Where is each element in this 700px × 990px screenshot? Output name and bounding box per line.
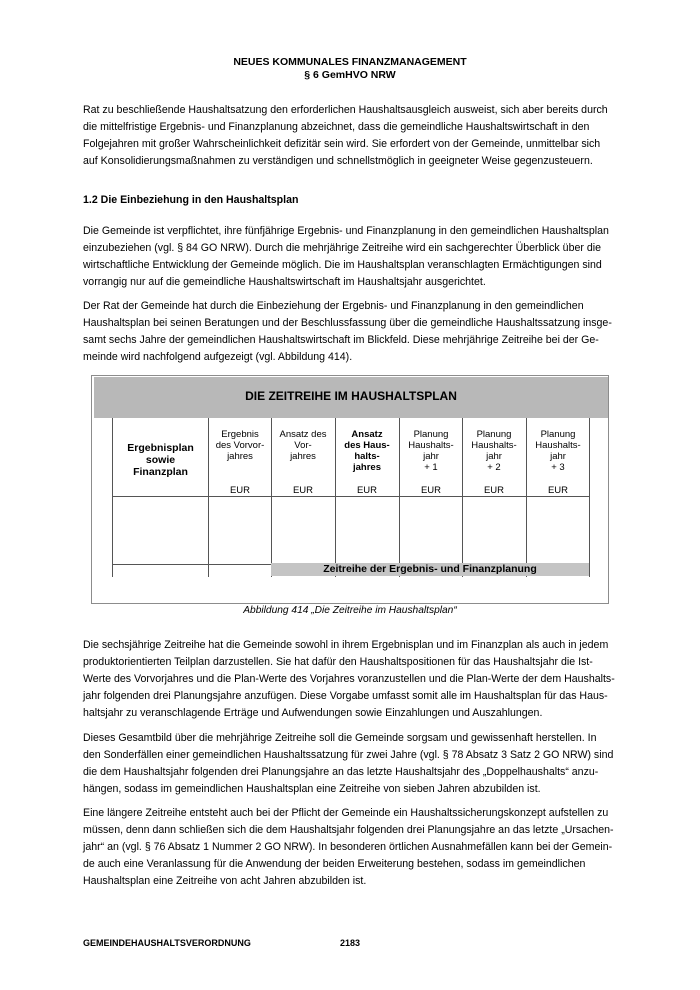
column-header-line: Planung xyxy=(476,429,512,440)
zeitreihe-table xyxy=(112,418,590,577)
column-header-line: Ergebnis xyxy=(221,429,259,440)
figure-title: DIE ZEITREIHE IM HAUSHALTSPLAN xyxy=(245,389,457,403)
column-header-line: jahres xyxy=(227,451,253,462)
header-subtitle: § 6 GemHVO NRW xyxy=(304,69,396,81)
column-header-line: + 1 xyxy=(424,462,438,473)
column-header-line: + 2 xyxy=(487,462,501,473)
text-line: Folgejahren mit großer Wahrscheinlichkeit defizitär sein wird. Sie erfordert von der Gemeinde, unmittelbar sich xyxy=(83,138,601,150)
paragraph-1 xyxy=(83,102,619,170)
text-line: samt sechs Jahre der gemeindlichen Haushaltswirtschaft im Blickfeld. Diese mehrjährige Zeitreihe bei der Ge- xyxy=(83,334,599,346)
text-line: hängen, sodass im gemeindlichen Haushaltsplan eine Zeitreihe von sieben Jahren abzubilden ist. xyxy=(83,783,541,795)
page-number: 2183 xyxy=(340,938,361,948)
text-line: wirtschaftliche Entwicklung der Gemeinde möglich. Die im Haushaltsplan veranschlagten Ermächtigungen sind xyxy=(83,259,602,271)
text-line: die dem Haushaltsjahr folgenden drei Planungsjahre an das letzte Haushaltsjahr des „Doppelhaushalts“ anzu- xyxy=(83,766,599,778)
column-header-vorvorjahr xyxy=(208,429,272,462)
text-line: müssen, denn dann schließen sich die dem Haushaltsjahr folgenden drei Planungsjahre an das letzte „Ursachen- xyxy=(83,824,614,836)
text-line: Rat zu beschließende Haushaltsatzung den erforderlichen Haushaltsausgleich ausweist, sich aber bereits durch xyxy=(83,104,608,116)
column-header-plan-2 xyxy=(462,429,526,473)
row-header-line: Finanzplan xyxy=(133,466,188,478)
text-line: einzubeziehen (vgl. § 84 GO NRW). Durch die mehrjährige Zeitreihe wird ein sachgerechter Überblick über die xyxy=(83,242,601,254)
text-line: Der Rat der Gemeinde hat durch die Einbeziehung der Ergebnis- und Finanzplanung in den gemeindlichen xyxy=(83,300,584,312)
column-header-line: Vor- xyxy=(294,440,312,451)
text-line: produktorientierten Teilplan darzustellen. Sie hat dafür den Haushaltspositionen für das Haushaltsjahr die Ist- xyxy=(83,656,593,668)
figure-title-band xyxy=(94,377,608,418)
header-title: NEUES KOMMUNALES FINANZMANAGEMENT xyxy=(233,56,467,68)
column-header-haushaltsjahr xyxy=(335,429,399,473)
zeitreihe-bar: Zeitreihe der Ergebnis- und Finanzplanung xyxy=(271,563,589,576)
text-line: meinde wird nachfolgend aufgezeigt (vgl. Abbildung 414). xyxy=(83,351,353,363)
column-unit: EUR xyxy=(483,485,505,496)
column-header-line: halts- xyxy=(354,451,380,462)
column-header-line: jahr xyxy=(423,451,439,462)
figure-zeitreihe xyxy=(91,375,609,604)
text-line: Haushaltsplan eine Zeitreihe von acht Jahren abzubilden ist. xyxy=(83,875,367,887)
text-line: Die sechsjährige Zeitreihe hat die Gemeinde sowohl in ihrem Ergebnisplan und im Finanzplan als auch in jedem xyxy=(83,639,609,651)
column-header-line: jahres xyxy=(353,462,381,473)
column-header-line: jahr xyxy=(550,451,566,462)
column-header-line: jahr xyxy=(486,451,502,462)
footer-title: GEMEINDEHAUSHALTSVERORDNUNG xyxy=(83,938,251,948)
text-line: Dieses Gesamtbild über die mehrjährige Zeitreihe soll die Gemeinde sorgsam und gewissenhaft herstellen. In xyxy=(83,732,597,744)
text-line: jahr folgenden drei Planungsjahre anzufügen. Diese Vorgabe umfasst somit alle im Haushaltsplan für das Haus- xyxy=(83,690,608,702)
text-line: die mittelfristige Ergebnis- und Finanzplanung abzeichnet, dass die gemeindliche Haushaltswirtschaft in den xyxy=(83,121,590,133)
column-unit: EUR xyxy=(420,485,442,496)
text-line: den Sonderfällen einer gemeindlichen Haushaltssatzung für zwei Jahre (vgl. § 78 Absatz 3 Satz 2 GO NRW) sind xyxy=(83,749,614,761)
paragraph-4 xyxy=(83,637,619,722)
page-header xyxy=(0,56,700,82)
row-header xyxy=(113,442,208,478)
column-header-vorjahr xyxy=(271,429,335,462)
row-divider xyxy=(113,496,589,497)
column-header-line: jahres xyxy=(290,451,316,462)
column-header-line: Haushalts- xyxy=(408,440,454,451)
section-heading: 1.2 Die Einbeziehung in den Haushaltsplan xyxy=(83,194,299,206)
column-header-line: Planung xyxy=(540,429,576,440)
column-header-line: Haushalts- xyxy=(471,440,517,451)
column-unit: EUR xyxy=(547,485,569,496)
text-line: Die Gemeinde ist verpflichtet, ihre fünfjährige Ergebnis- und Finanzplanung in den gemeindlichen Haushaltsplan xyxy=(83,225,609,237)
column-header-line: des Vorvor- xyxy=(215,440,265,451)
text-line: jahr“ an (vgl. § 76 Absatz 1 Nummer 2 GO NRW). In besonderen örtlichen Ausnahmefällen kann bei der Gemein- xyxy=(83,841,613,853)
paragraph-2 xyxy=(83,223,619,291)
column-header-line: des Haus- xyxy=(344,440,390,451)
column-header-line: Ansatz des xyxy=(279,429,327,440)
column-header-line: Planung xyxy=(413,429,449,440)
row-header-line: Ergebnisplan xyxy=(127,442,194,454)
column-header-plan-3 xyxy=(526,429,590,473)
text-line: Haushaltsplan bei seinen Beratungen und der Beschlussfassung über die gemeindliche Haushaltssatzung insge- xyxy=(83,317,612,329)
column-header-line: Haushalts- xyxy=(535,440,581,451)
column-header-line: + 3 xyxy=(551,462,565,473)
text-line: vorrangig nur auf die gemeindliche Haushaltswirtschaft im Haushaltsjahr ausgerichtet. xyxy=(83,276,486,288)
text-line: haltsjahr zu veranschlagende Erträge und Aufwendungen sowie Einzahlungen und Auszahlungen. xyxy=(83,707,543,719)
text-line: Werte des Vorvorjahres und die Plan-Werte des Vorjahres voranzustellen und die Plan-Werte der dem Haushalts- xyxy=(83,673,615,685)
column-header-plan-1 xyxy=(399,429,463,473)
column-header-line: Ansatz xyxy=(351,429,383,440)
paragraph-6 xyxy=(83,805,619,890)
text-line: auf Konsolidierungsmaßnahmen zu verständigen und schnellstmöglich in geeigneter Weise gegenzusteuern. xyxy=(83,155,593,167)
paragraph-3 xyxy=(83,298,619,366)
row-header-line: sowie xyxy=(145,454,176,466)
column-unit: EUR xyxy=(356,485,378,496)
text-line: de auch eine Veranlassung für die Anwendung der beiden Erweiterung bestehen, sodass im gemeindlichen xyxy=(83,858,586,870)
column-unit: EUR xyxy=(292,485,314,496)
paragraph-5 xyxy=(83,730,619,798)
figure-caption: Abbildung 414 „Die Zeitreihe im Haushaltsplan“ xyxy=(243,605,457,616)
column-unit: EUR xyxy=(229,485,251,496)
text-line: Eine längere Zeitreihe entsteht auch bei der Pflicht der Gemeinde ein Haushaltssicherungskonzept aufstellen zu xyxy=(83,807,609,819)
